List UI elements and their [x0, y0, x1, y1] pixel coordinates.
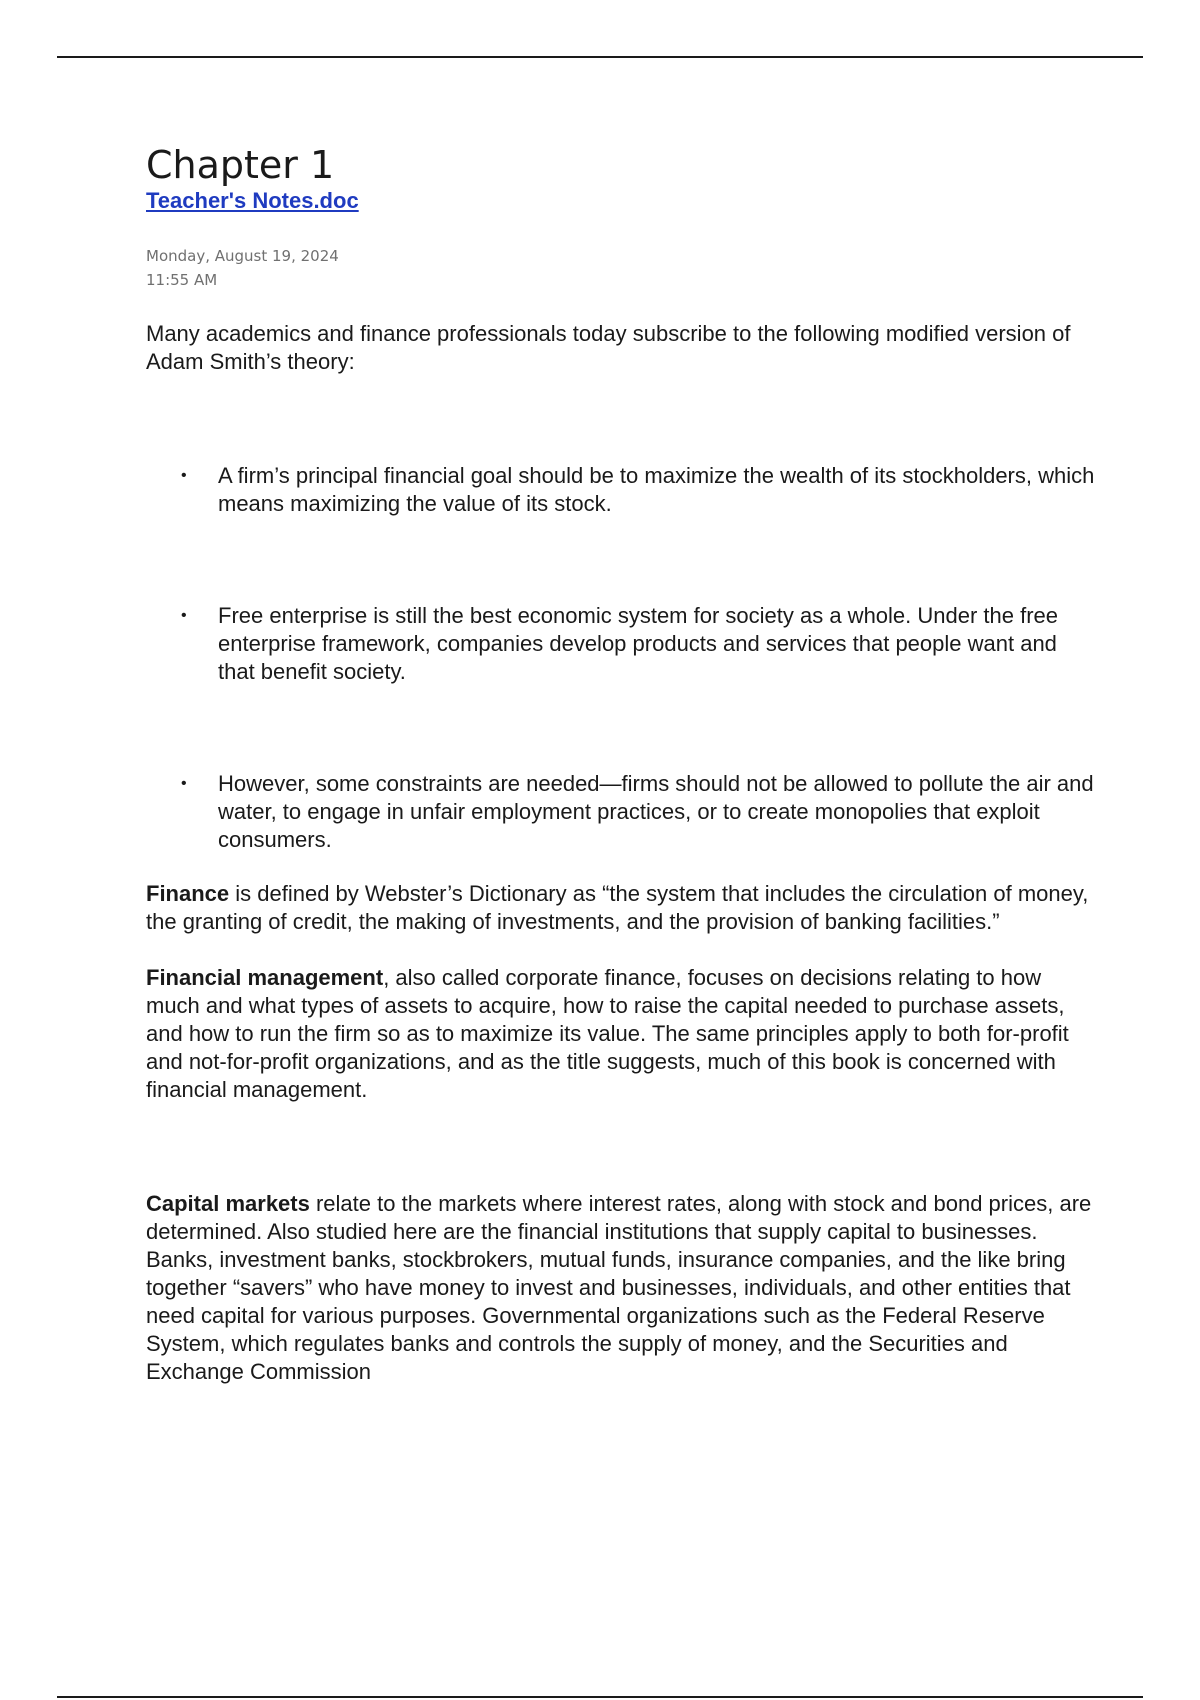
top-rule [57, 56, 1143, 58]
bullet-text: Free enterprise is still the best economic system for society as a whole. Under the free enterprise framework, companies develop products and services that people want and that benefit society. [218, 603, 1059, 684]
list-item [146, 770, 1096, 854]
bullet-text: However, some constraints are needed—firms should not be allowed to pollute the air and water, to engage in unfair employment practices, or to create monopolies that exploit consumers. [218, 771, 1094, 852]
page-title: Chapter 1 [146, 143, 335, 187]
bullet-icon: • [181, 607, 187, 624]
timestamp [146, 244, 1096, 292]
bullet-text: A firm’s principal financial goal should be to maximize the wealth of its stockholders, which means maximizing the value of its stock. [218, 463, 1095, 516]
date-text: Monday, August 19, 2024 [146, 247, 339, 265]
bottom-rule [57, 1696, 1143, 1698]
finance-definition-paragraph [146, 880, 1096, 936]
finance-definition-text: is defined by Webster’s Dictionary as “the system that includes the circulation of money, the granting of credit, the making of investments, and the provision of banking facilities.” [146, 881, 1089, 934]
financial-management-text: , also called corporate finance, focuses on decisions relating to how much and what types of assets to acquire, how to raise the capital needed to purchase assets, and how to run the firm so as to maximize its value. The same principles apply to both for-profit and not-for-profit organizations, and as the title suggests, much of this book is concerned with financial management. [146, 965, 1069, 1102]
list-item [146, 602, 1096, 686]
financial-management-term: Financial management [146, 965, 384, 990]
theory-bullet-list [146, 462, 1096, 854]
capital-markets-text: relate to the markets where interest rates, along with stock and bond prices, are determined. Also studied here are the financial institutions that supply capital to businesses. Banks, investment banks, stockbrokers, mutual funds, insurance companies, and the like bring together “savers” who have money to invest and businesses, individuals, and other entities that need capital for various purposes. Governmental organizations such as the Federal Reserve System, which regulates banks and controls the supply of money, and the Securities and Exchange Commission [146, 1191, 1092, 1384]
list-item [146, 462, 1096, 518]
finance-term: Finance [146, 881, 230, 906]
teachers-notes-link[interactable]: Teacher's Notes.doc [146, 188, 359, 213]
financial-management-paragraph [146, 964, 1096, 1104]
page-content [146, 142, 1096, 1386]
capital-markets-term: Capital markets [146, 1191, 310, 1216]
bullet-icon: • [181, 775, 187, 792]
time-text: 11:55 AM [146, 271, 218, 289]
bullet-icon: • [181, 467, 187, 484]
intro-paragraph: Many academics and finance professionals today subscribe to the following modified version of Adam Smith’s theory: [146, 321, 1071, 374]
capital-markets-paragraph [146, 1190, 1096, 1386]
